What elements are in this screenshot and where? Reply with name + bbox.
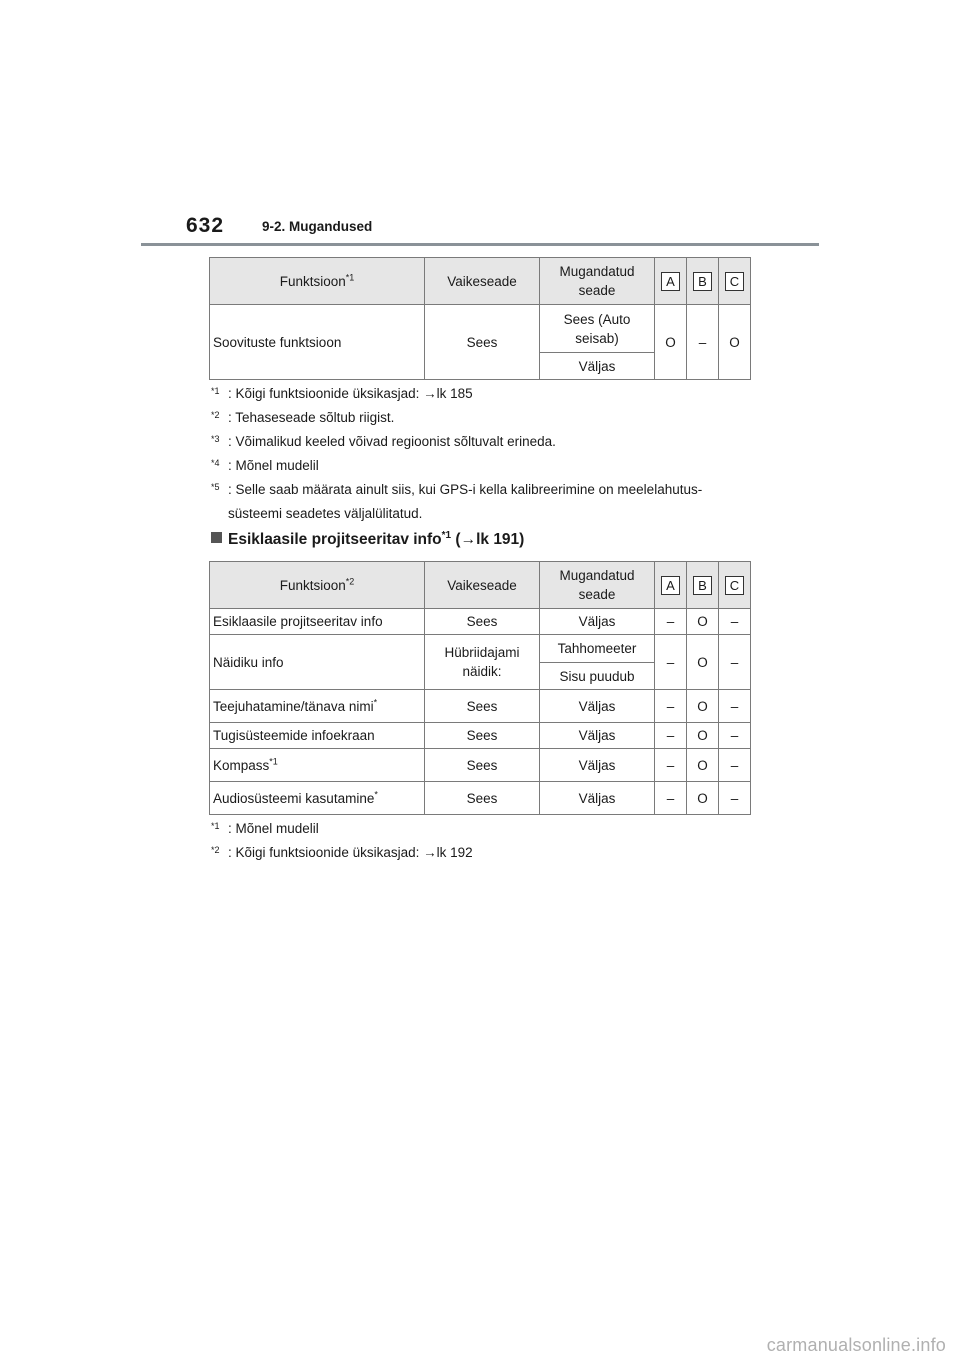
cell-a: – <box>655 635 687 690</box>
cell-b: O <box>687 690 719 723</box>
cell-custom: Väljas <box>540 353 655 380</box>
cell-b: O <box>687 609 719 635</box>
table-header-row <box>210 562 751 609</box>
cell-function: Tugisüsteemide infoekraan <box>210 723 425 749</box>
cell-function: Kompass$^{*1}$ <box>210 749 425 782</box>
table-row <box>210 690 751 723</box>
cell-b: O <box>687 782 719 815</box>
cell-a: – <box>655 723 687 749</box>
cell-function: Audiosüsteemi kasutamine* <box>210 782 425 815</box>
col-c: C <box>719 258 751 305</box>
cell-c: – <box>719 690 751 723</box>
cell-b: O <box>687 635 719 690</box>
cell-c: – <box>719 749 751 782</box>
cell-function: Esiklaasile projitseeritav info <box>210 609 425 635</box>
table-row <box>210 749 751 782</box>
cell-b: O <box>687 749 719 782</box>
footnote: *1 : Kõigi funktsioonide üksikasjad: →lk 185 <box>211 386 473 401</box>
cell-default: Sees <box>425 749 540 782</box>
customization-table-2 <box>209 561 751 815</box>
cell-c: – <box>719 635 751 690</box>
col-custom: Mugandatud seade <box>540 562 655 609</box>
col-c: C <box>719 562 751 609</box>
header-rule <box>141 243 819 246</box>
footnote: *3 : Võimalikud keeled võivad regioonist sõltuvalt erineda. <box>211 434 556 449</box>
watermark: carmanualsonline.info <box>766 1335 946 1355</box>
cell-b: – <box>687 305 719 380</box>
cell-default: Hübriidajami näidik: <box>425 635 540 690</box>
cell-c: O <box>719 305 751 380</box>
table-row <box>210 305 751 353</box>
cell-custom: Väljas <box>540 782 655 815</box>
table-row <box>210 635 751 663</box>
footnote: *1 : Mõnel mudelil <box>211 821 319 836</box>
footnote: *2 : Tehaseseade sõltub riigist. <box>211 410 395 425</box>
col-b: B <box>687 562 719 609</box>
cell-custom: Väljas <box>540 723 655 749</box>
cell-default: Sees <box>425 609 540 635</box>
cell-default: Sees <box>425 305 540 380</box>
footnote: *4 : Mõnel mudelil <box>211 458 319 473</box>
cell-custom: Väljas <box>540 609 655 635</box>
section-title: 9-2. Mugandused <box>262 219 373 234</box>
cell-custom: Sees (Auto seisab) <box>540 305 655 353</box>
cell-function: Teejuhatamine/tänava nimi* <box>210 690 425 723</box>
section-heading: Esiklaasile projitseeritav info$^{*1}$ (→lk 191) <box>211 530 524 549</box>
cell-c: – <box>719 609 751 635</box>
cell-a: O <box>655 305 687 380</box>
col-b: B <box>687 258 719 305</box>
cell-function: Näidiku info <box>210 635 425 690</box>
col-function: Funktsioon$^{*1}$ <box>210 258 425 305</box>
cell-c: – <box>719 782 751 815</box>
col-a: A <box>655 258 687 305</box>
col-a: A <box>655 562 687 609</box>
cell-default: Sees <box>425 690 540 723</box>
cell-custom: Tahhomeeter <box>540 635 655 663</box>
cell-a: – <box>655 609 687 635</box>
cell-custom: Väljas <box>540 690 655 723</box>
cell-c: – <box>719 723 751 749</box>
table-row <box>210 723 751 749</box>
col-custom: Mugandatud seade <box>540 258 655 305</box>
table-header-row <box>210 258 751 305</box>
square-bullet-icon <box>211 532 222 543</box>
col-default: Vaikeseade <box>425 258 540 305</box>
cell-custom: Sisu puudub <box>540 663 655 690</box>
footnote: *2 : Kõigi funktsioonide üksikasjad: →lk 192 <box>211 845 473 860</box>
cell-a: – <box>655 749 687 782</box>
cell-b: O <box>687 723 719 749</box>
cell-function: Soovituste funktsioon <box>210 305 425 380</box>
cell-default: Sees <box>425 782 540 815</box>
col-function: Funktsioon$^{*2}$ <box>210 562 425 609</box>
page-number: 632 <box>186 214 225 237</box>
col-default: Vaikeseade <box>425 562 540 609</box>
table-row <box>210 782 751 815</box>
customization-table-1 <box>209 257 751 380</box>
cell-default: Sees <box>425 723 540 749</box>
cell-a: – <box>655 782 687 815</box>
table-row <box>210 609 751 635</box>
footnote-continuation: süsteemi seadetes väljalülitatud. <box>228 506 423 521</box>
cell-a: – <box>655 690 687 723</box>
footnote: *5 : Selle saab määrata ainult siis, kui GPS-i kella kalibreerimine on meelelahutus- <box>211 482 703 497</box>
footnotes-1 <box>211 382 702 526</box>
footnotes-2 <box>211 817 473 865</box>
cell-custom: Väljas <box>540 749 655 782</box>
